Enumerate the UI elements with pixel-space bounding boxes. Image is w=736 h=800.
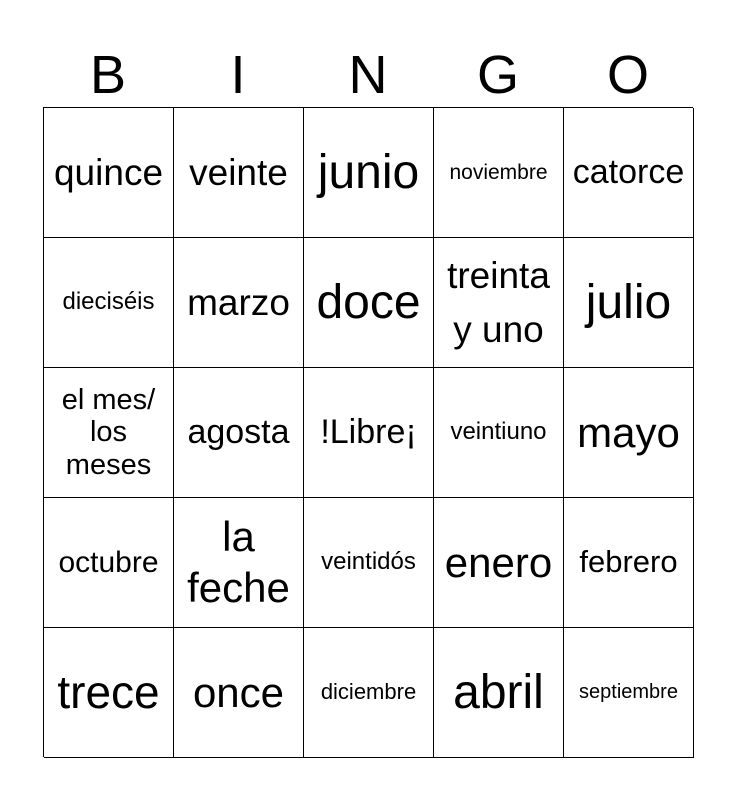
free-space-cell[interactable] bbox=[304, 368, 434, 498]
header-letter-b: B bbox=[89, 45, 127, 105]
header-letter-i: I bbox=[230, 45, 246, 105]
cell-text: enero bbox=[444, 538, 553, 586]
cell-text: febrero bbox=[579, 544, 678, 580]
bingo-cell[interactable] bbox=[304, 498, 434, 628]
bingo-cell[interactable] bbox=[564, 108, 694, 238]
bingo-cell[interactable] bbox=[44, 368, 174, 498]
bingo-cell[interactable] bbox=[44, 498, 174, 628]
bingo-grid bbox=[43, 107, 693, 757]
bingo-cell[interactable] bbox=[434, 498, 564, 628]
bingo-cell[interactable] bbox=[44, 238, 174, 368]
cell-text: once bbox=[192, 668, 285, 716]
bingo-cell[interactable] bbox=[434, 628, 564, 758]
cell-text: dieciséis bbox=[62, 288, 155, 316]
cell-text: diciembre bbox=[320, 679, 417, 705]
cell-text: doce bbox=[316, 275, 421, 329]
header-letter-g: G bbox=[476, 45, 519, 105]
cell-text: la feche bbox=[187, 513, 290, 611]
cell-text: treinta y uno bbox=[447, 254, 550, 350]
cell-text: julio bbox=[585, 275, 672, 329]
bingo-cell[interactable] bbox=[304, 108, 434, 238]
bingo-cell[interactable] bbox=[44, 628, 174, 758]
cell-text: veintiuno bbox=[450, 418, 547, 446]
bingo-cell[interactable] bbox=[434, 238, 564, 368]
cell-text: octubre bbox=[58, 545, 159, 579]
bingo-cell[interactable] bbox=[564, 368, 694, 498]
bingo-cell[interactable] bbox=[564, 238, 694, 368]
bingo-cell[interactable] bbox=[304, 238, 434, 368]
cell-text: septiembre bbox=[579, 681, 678, 704]
bingo-cell[interactable] bbox=[174, 498, 304, 628]
bingo-cell[interactable] bbox=[174, 628, 304, 758]
cell-text: el mes/ los meses bbox=[61, 383, 156, 481]
cell-text: marzo bbox=[187, 281, 290, 323]
free-space-text: !Libre¡ bbox=[320, 413, 417, 452]
cell-text: veintidós bbox=[321, 548, 416, 576]
header-letter-o: O bbox=[606, 45, 649, 105]
bingo-cell[interactable] bbox=[174, 108, 304, 238]
cell-text: abril bbox=[453, 665, 544, 719]
bingo-cell[interactable] bbox=[174, 238, 304, 368]
cell-text: catorce bbox=[572, 153, 685, 192]
bingo-cell[interactable] bbox=[304, 628, 434, 758]
cell-text: junio bbox=[317, 145, 420, 199]
cell-text: mayo bbox=[577, 408, 680, 456]
cell-text: trece bbox=[57, 665, 160, 718]
bingo-cell[interactable] bbox=[564, 628, 694, 758]
header-letter-n: N bbox=[348, 45, 388, 105]
cell-text: veinte bbox=[189, 151, 288, 193]
bingo-cell[interactable] bbox=[564, 498, 694, 628]
cell-text: noviembre bbox=[449, 160, 548, 184]
bingo-cell[interactable] bbox=[44, 108, 174, 238]
cell-text: quince bbox=[53, 151, 164, 193]
cell-text: agosta bbox=[187, 413, 290, 452]
bingo-cell[interactable] bbox=[434, 368, 564, 498]
bingo-cell[interactable] bbox=[174, 368, 304, 498]
bingo-header bbox=[43, 42, 693, 108]
bingo-cell[interactable] bbox=[434, 108, 564, 238]
